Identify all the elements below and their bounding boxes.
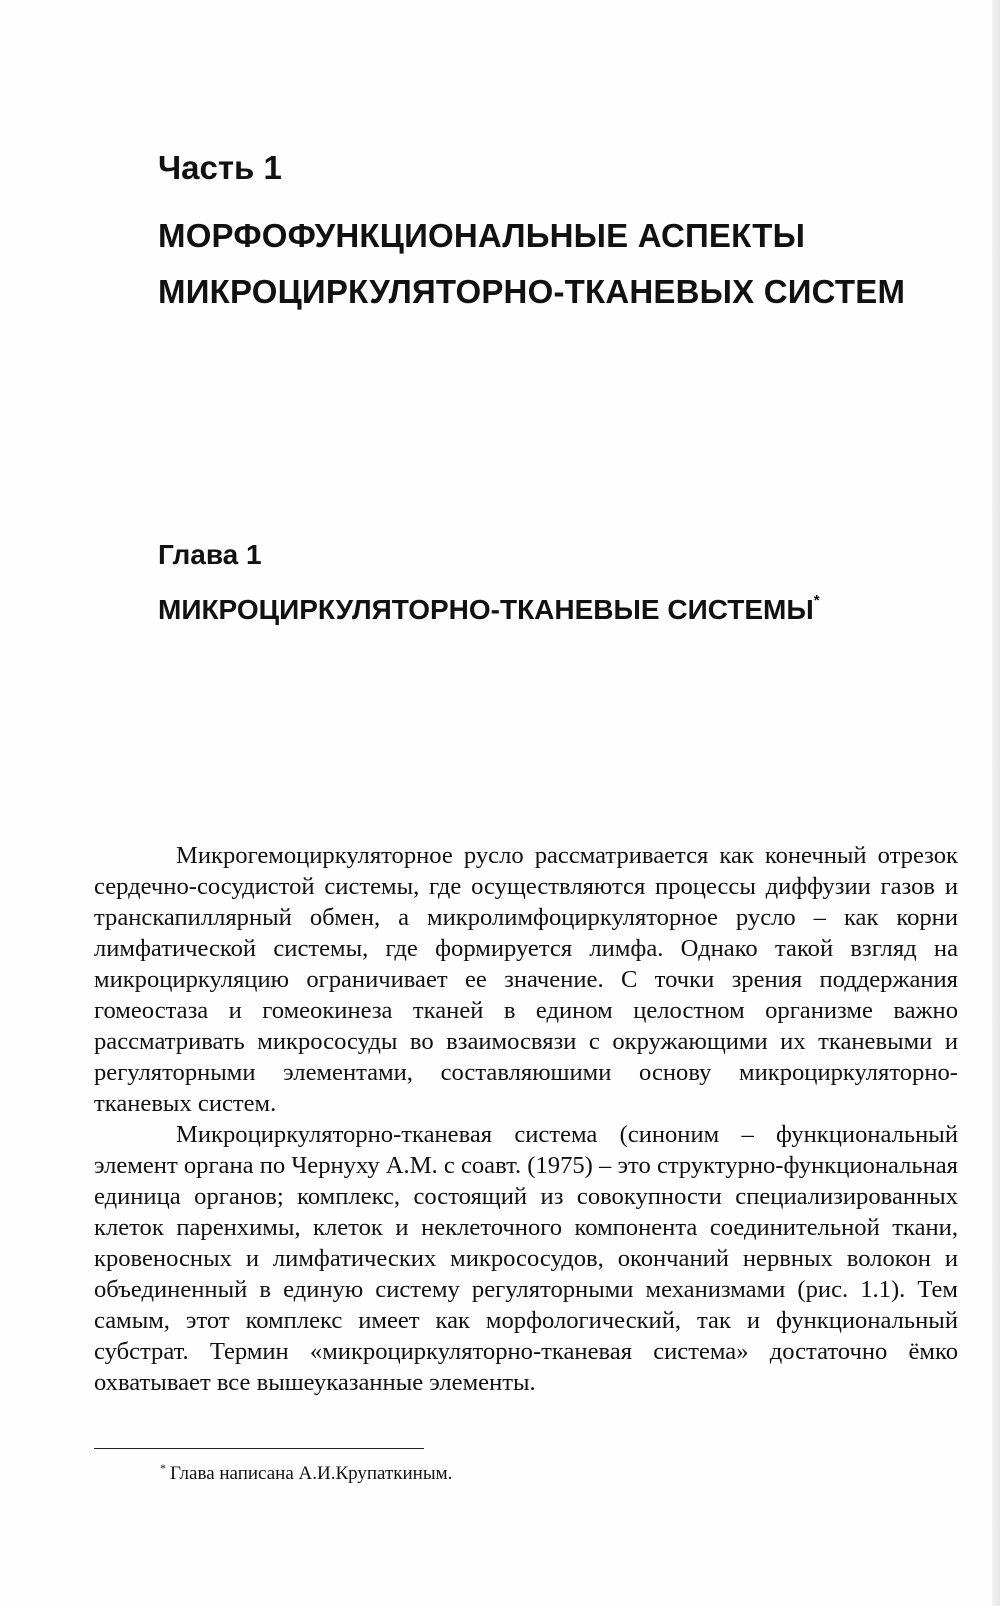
chapter-footnote-mark: *: [813, 592, 820, 609]
part-label: Часть 1: [158, 149, 282, 186]
body-text: [94, 840, 958, 1398]
footnote-text: Глава написана А.И.Крупаткиным.: [170, 1463, 453, 1484]
part-title: МОРФОФУНКЦИОНАЛЬНЫЕ АСПЕКТЫ МИКРОЦИРКУЛЯТОРНО-ТКАНЕВЫХ СИСТЕМ: [158, 217, 906, 310]
footnote-divider: [94, 1448, 424, 1449]
chapter-title: [158, 588, 918, 632]
page-edge: [992, 0, 1000, 1606]
paragraph-1: Микрогемоциркуляторное русло рассматривается как конечный отрезок сердечно-сосудистой системы, где осуществляются процессы диффузии газов и транскапиллярный обмен, а микролимфоциркуляторное русло – как корни лимфатической системы, где формируется лимфа. Однако такой взгляд на микроциркуляцию ограничивает ее значение. С точки зрения поддержания гомеостаза и гомеокинеза тканей в едином целостном организме важно рассматривать микрососуды во взаимосвязи с окружающими их тканевыми и регуляторными элементами, составляюшими основу микроциркуляторно-тканевых систем.: [94, 842, 958, 1117]
footnote-mark: *: [160, 1461, 166, 1475]
footnote: [160, 1462, 452, 1486]
paragraph-2: Микроциркуляторно-тканевая система (синоним – функциональный элемент органа по Чернуху А.М. с соавт. (1975) – это структурно-функциональная единица органов; комплекс, состоящий из совокупности специализированных клеток паренхимы, клеток и неклеточного компонента соединительной ткани, кровеносных и лимфатических микрососудов, окончаний нервных волокон и объединенный в единую систему регуляторными механизмами (рис. 1.1). Тем самым, этот комплекс имеет как морфологический, так и функциональный субстрат. Термин «микроциркуляторно-тканевая система» достаточно ёмко охватывает все вышеуказанные элементы.: [94, 1121, 958, 1396]
chapter-label: Глава 1: [158, 539, 262, 570]
chapter-title-text: МИКРОЦИРКУЛЯТОРНО-ТКАНЕВЫЕ СИСТЕМЫ: [158, 594, 814, 625]
